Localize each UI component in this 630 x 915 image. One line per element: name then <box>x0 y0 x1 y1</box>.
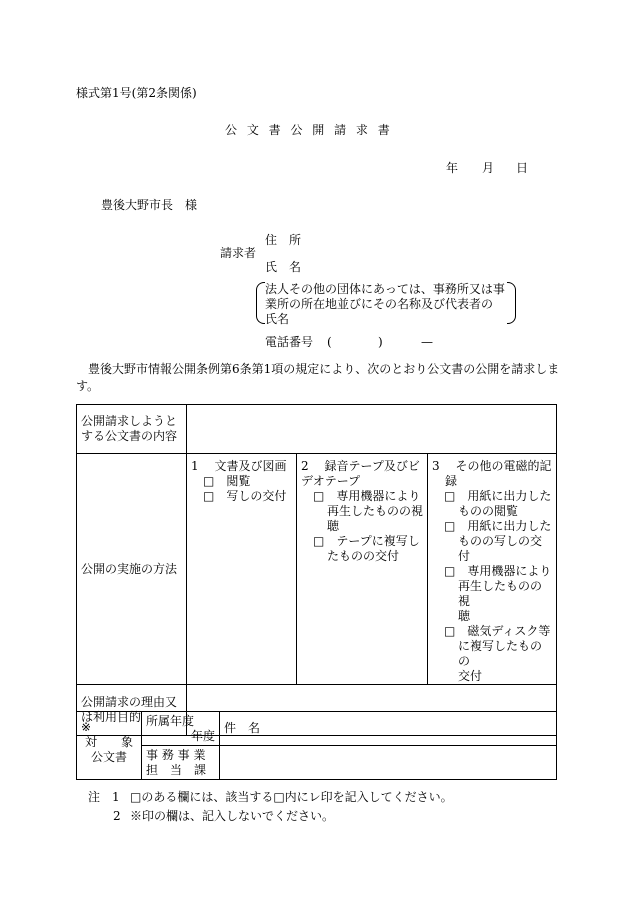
method-col-1 <box>187 454 297 685</box>
note-1-number: 注 1 <box>88 790 120 804</box>
intro-line-1: 豊後大野市情報公開条例第6条第1項の規定により、次のとおり公文書の公開を請求しま <box>88 362 560 376</box>
content-label-cell <box>77 405 187 454</box>
content-input-cell[interactable] <box>187 405 557 454</box>
method-label: 公開の実施の方法 <box>81 561 178 576</box>
content-label-line-1: 公開請求しようと <box>81 414 178 428</box>
checkbox-device-viewing[interactable]: □ 専用機器により <box>444 564 552 578</box>
page-title: 公 文 書 公 開 請 求 書 <box>225 123 393 137</box>
office-use-table <box>76 711 557 780</box>
checkbox-tape-copy[interactable]: □ テープに複写し <box>313 534 420 548</box>
method-label-cell <box>77 454 187 685</box>
reason-label-line-1: 公開請求の理由又 <box>81 695 178 709</box>
checkbox-playback-viewing-line-2: 再生したものの視 <box>327 504 424 518</box>
checkbox-disk-copy[interactable]: □ 磁気ディスク等 <box>444 624 551 638</box>
checkbox-print-copy[interactable]: □ 用紙に出力した <box>444 519 552 533</box>
checkbox-tape-copy-line-2: たものの交付 <box>327 549 400 563</box>
reason-label-line-2: は利用目的 <box>81 710 142 724</box>
addressee: 豊後大野市長 様 <box>101 198 198 212</box>
checkbox-disk-copy-line-2: に複写したものの <box>458 639 543 668</box>
phone-paren-close: ) <box>378 335 383 349</box>
checkbox-inspection[interactable]: □ 閲覧 <box>203 474 251 488</box>
method-col-2-head-2: デオテープ <box>301 474 361 488</box>
target-label-cell <box>77 712 142 780</box>
date-day: 日 <box>516 161 529 175</box>
address-label: 住 所 <box>265 233 302 247</box>
checkbox-device-viewing-line-2: 再生したものの視 <box>458 579 543 608</box>
checkbox-print-inspection[interactable]: □ 用紙に出力した <box>444 489 552 503</box>
checkbox-playback-viewing-line-3: 聴 <box>327 519 340 533</box>
phone-paren-open: ( <box>327 335 332 349</box>
target-label-line-2: 公文書 <box>90 750 127 764</box>
checkbox-disk-copy-line-3: 交付 <box>458 669 483 683</box>
name-label: 氏 名 <box>265 260 302 274</box>
checkbox-print-inspection-line-2: ものの閲覧 <box>458 504 519 518</box>
method-col-3 <box>428 454 557 685</box>
method-col-1-head: 1 文書及び図画 <box>191 459 287 473</box>
corp-note-line-2: 業所の所在地並びにその名称及び代表者の <box>265 297 494 311</box>
phone-dash: — <box>421 335 433 349</box>
note-bracket-left <box>256 282 265 324</box>
office-mark: ※ <box>81 720 92 734</box>
year-cell[interactable] <box>142 712 220 746</box>
form-number: 様式第1号(第2条関係) <box>76 86 197 100</box>
dept-label-line-1: 事 務 事 業 <box>146 748 206 762</box>
dept-input-cell[interactable] <box>220 746 557 780</box>
note-2-text: ※印の欄は、記入しないでください。 <box>130 809 335 823</box>
method-col-3-head-2: 録 <box>445 474 458 488</box>
year-label: 所属年度 <box>146 714 195 728</box>
checkbox-playback-viewing[interactable]: □ 専用機器により <box>313 489 421 503</box>
checkbox-device-viewing-line-3: 聴 <box>458 609 471 623</box>
corp-note-line-1: 法人その他の団体にあっては、事務所又は事 <box>265 282 505 296</box>
checkbox-print-copy-line-2: ものの写しの交付 <box>458 534 543 563</box>
request-table <box>76 404 557 736</box>
checkbox-copy-delivery[interactable]: □ 写しの交付 <box>203 489 287 503</box>
year-unit: 年度 <box>190 729 215 743</box>
note-1-text: □のある欄には、該当する□内にレ印を記入してください。 <box>130 790 453 804</box>
subject-cell[interactable] <box>220 712 557 746</box>
date-month: 月 <box>482 161 495 175</box>
method-col-2-head-1: 2 録音テープ及びビ <box>301 459 420 473</box>
corp-note-line-3: 氏名 <box>265 312 290 326</box>
method-col-2 <box>297 454 428 685</box>
intro-line-2: す。 <box>76 379 100 393</box>
requester-label: 請求者 <box>220 246 257 260</box>
dept-cell[interactable] <box>142 746 220 780</box>
target-label-line-1: 対 象 <box>84 735 133 749</box>
subject-label: 件 名 <box>224 721 261 735</box>
method-col-3-head-1: 3 その他の電磁的記 <box>432 459 552 473</box>
dept-label-line-2: 担 当 課 <box>146 763 207 777</box>
note-bracket-right <box>507 282 516 324</box>
date-year: 年 <box>446 161 459 175</box>
content-label-line-2: する公文書の内容 <box>81 429 178 443</box>
note-2-number: 2 <box>113 809 121 823</box>
phone-label: 電話番号 <box>265 335 314 349</box>
